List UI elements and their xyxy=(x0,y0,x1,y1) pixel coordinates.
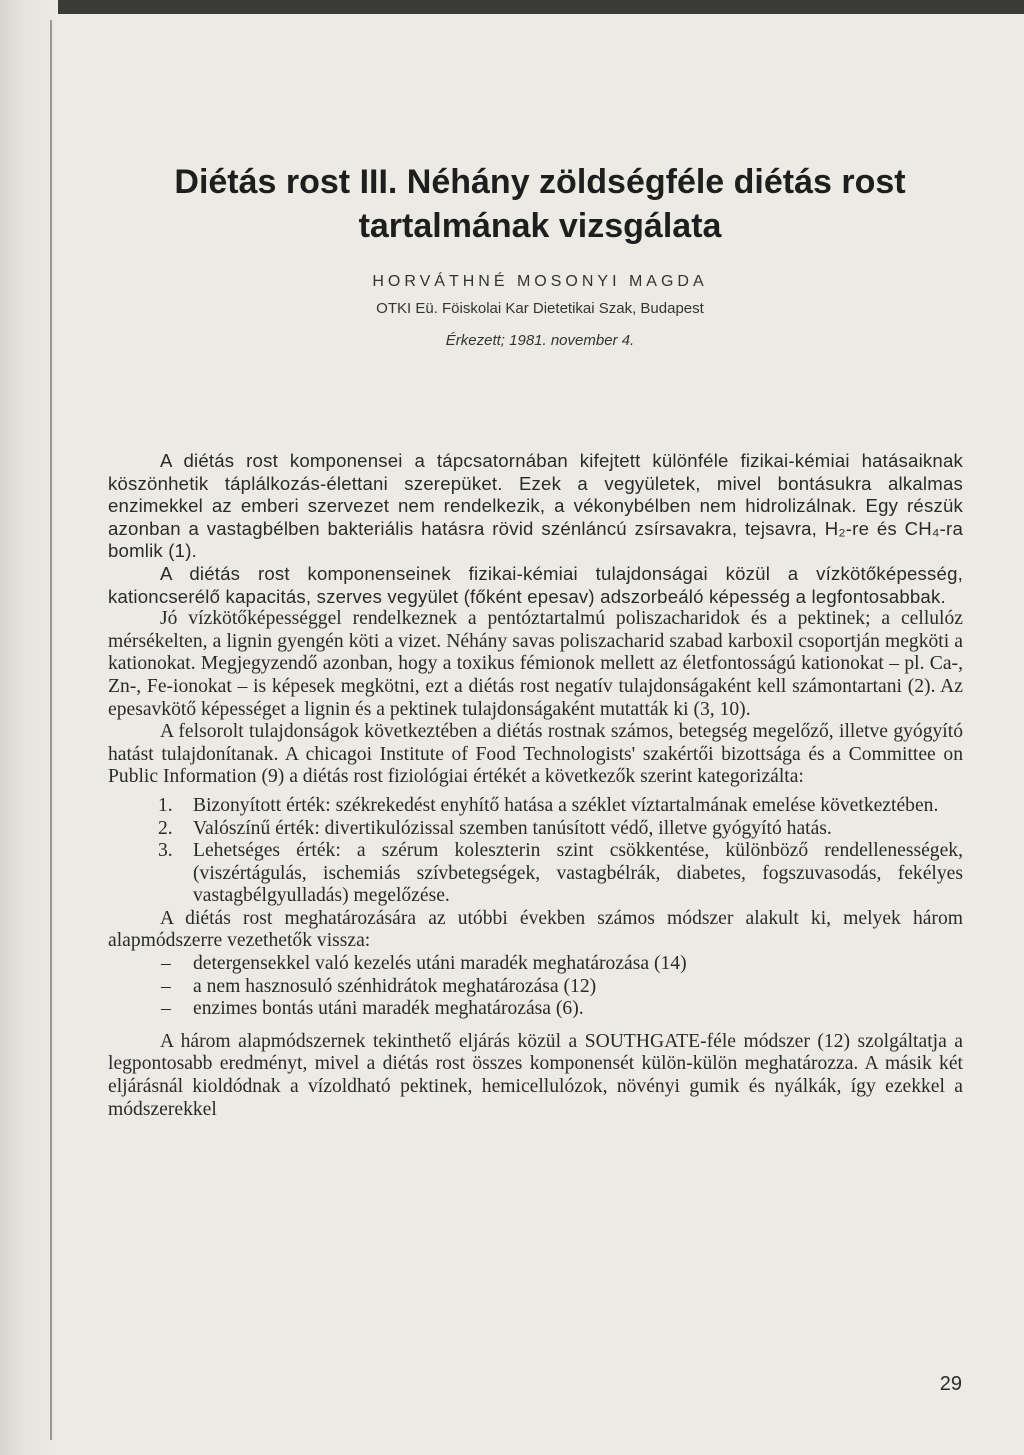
list-item-text: a nem hasznosuló szénhidrátok meghatározása (12) xyxy=(193,975,597,997)
paragraph-water-binding: Jó vízkötőképességgel rendelkeznek a pentóztartalmú poliszacharidok és a pektinek; a cellulóz mérsékelten, a lignin gyengén köti a vizet. Néhány savas poliszacharid szabad karboxil csoportján megköti a kationokat. Megjegyzendő azonban, hogy a toxikus fémionok mellett az életfontosságú kationokat – pl. Ca-, Zn-, Fe-ionokat – is képesek megkötni, ezt a diétás rost negatív tulajdonságaként kell számontartani (2). Az epesavkötő képességet a lignin és a pektinek tulajdonságaként mutatták ki (3, 10). xyxy=(108,608,963,720)
scan-fold-line xyxy=(50,20,52,1440)
paragraph-methods-intro: A diétás rost meghatározására az utóbbi években számos módszer alakult ki, melyek három alapmódszerre vezethetők vissza: xyxy=(108,907,963,952)
paragraph-southgate: A három alapmódszernek tekinthető eljárás közül a SOUTHGATE-féle módszer (12) szolgáltatja a legpontosabb eredményt, mivel a diétás rost összes komponensét külön-külön meghatározza. A másik két eljárásnál kioldódnak a vízoldható pektinek, hemicellulózok, növényi gumik és nyálkák, így ezekkel a módszerekkel xyxy=(108,1030,963,1120)
list-item xyxy=(108,998,963,1021)
paragraph-properties: A diétás rost komponenseinek fizikai-kémiai tulajdonságai közül a vízkötőképesség, kationcserélő kapacitás, szerves vegyület (főként epesav) adszorbeáló képesség a legfontosabbak. xyxy=(108,562,963,607)
list-item-number: 1. xyxy=(158,794,173,816)
article-body xyxy=(108,450,963,1121)
author-name: HORVÁTHNÉ MOSONYI MAGDA xyxy=(372,273,708,290)
list-item xyxy=(108,976,963,999)
received-date: Érkezett; 1981. november 4. xyxy=(445,332,635,349)
paragraph-intro: A diétás rost komponensei a tápcsatornában kifejtett különféle fizikai-kémiai hatásaiknak köszönhetik táplálkozás-élettani szerepüket. Ezek a vegyületek, mivel bontásukra alkalmas enzimekkel az emberi szervezet nem rendelkezik, a vékonybélben nem hidrolizálnak. Egy részük azonban a vastagbélben bakteriális hatásra rövid szénláncú zsírsavakra, tejsavra, H₂-re és CH₄-ra bomlik (1). xyxy=(108,450,963,562)
list-item xyxy=(108,953,963,976)
list-item xyxy=(108,795,963,818)
list-item-text: enzimes bontás utáni maradék meghatározása (6). xyxy=(193,998,584,1020)
article-title: Diétás rost III. Néhány zöldségféle diétás rost tartalmának vizsgálata xyxy=(174,163,906,245)
list-dash: – xyxy=(161,998,171,1020)
list-item-number: 3. xyxy=(158,840,173,862)
list-item xyxy=(108,840,963,908)
list-item-number: 2. xyxy=(158,817,173,839)
physiological-value-list xyxy=(108,795,963,908)
list-item-text: Lehetséges érték: a szérum koleszterin szint csökkentése, különböző rendellenességek, (viszértágulás, ischemiás szívbetegségek, vastagbélrák, diabetes, fogszuvasodás, fekélyes vastagbélgyulladás) megelőzése. xyxy=(193,840,963,907)
list-dash: – xyxy=(161,953,171,975)
scan-edge-top xyxy=(0,0,1024,14)
paragraph-health-effects: A felsorolt tulajdonságok következtében a diétás rostnak számos, betegség megelőző, illetve gyógyító hatást tulajdonítanak. A chicagoi Institute of Food Technologists' szakértői bizottsága és a Committee on Public Information (9) a diétás rost fiziológiai értékét a következők szerint kategorizálta: xyxy=(108,721,963,788)
author-affiliation: OTKI Eü. Föiskolai Kar Dietetikai Szak, Budapest xyxy=(376,300,704,317)
list-item-text: Bizonyított érték: székrekedést enyhítő hatása a széklet víztartalmának emelése következtében. xyxy=(193,794,939,816)
page-number: 29 xyxy=(939,1373,962,1395)
method-list xyxy=(108,953,963,1021)
list-item-text: Valószínű érték: divertikulózissal szemben tanúsított védő, illetve gyógyító hatás. xyxy=(193,817,832,839)
list-item-text: detergensekkel való kezelés utáni maradék meghatározása (14) xyxy=(193,953,687,975)
list-dash: – xyxy=(161,975,171,997)
list-item xyxy=(108,818,963,841)
